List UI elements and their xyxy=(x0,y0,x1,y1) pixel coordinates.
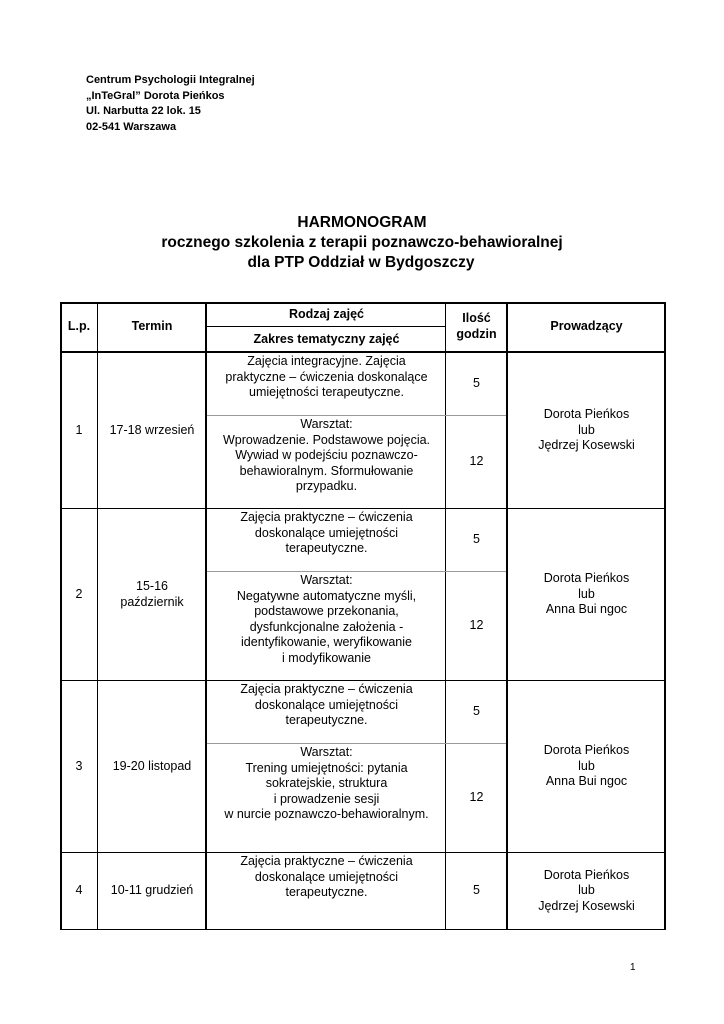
row4-termin: 10-11 grudzień xyxy=(110,883,194,898)
row4-lp: 4 xyxy=(75,883,83,898)
row3-hours1: 5 xyxy=(473,704,480,719)
header-zakres: Zakres tematyczny zajęć xyxy=(253,331,400,346)
row1-prowadzacy: Dorota Pieńkos lub Jędrzej Kosewski xyxy=(538,407,635,453)
header-ilosc xyxy=(446,302,507,352)
row2-lp: 2 xyxy=(75,586,83,601)
title-line-2: rocznego szkolenia z terapii poznawczo-behawioralnej xyxy=(161,234,563,251)
row2-session2: Warsztat: Negatywne automatyczne myśli, podstawowe przekonania, dysfunkcjonalne założenia - identyfikowanie, weryfikowanie i modyfikowanie xyxy=(236,573,417,665)
row3-lp: 3 xyxy=(75,758,83,773)
org-name: Centrum Psychologii Integralnej xyxy=(86,74,255,86)
title-line-1: HARMONOGRAM xyxy=(297,214,427,231)
header-prowadzacy: Prowadzący xyxy=(550,319,623,334)
row2-termin: 15-16 październik xyxy=(120,578,184,609)
row4-session1: Zajęcia praktyczne – ćwiczenia doskonalące umiejętności terapeutyczne. xyxy=(240,854,413,900)
row1-hours2: 12 xyxy=(469,454,484,469)
header-ilosc-line1: Ilość xyxy=(462,311,491,326)
address-block xyxy=(86,73,255,135)
row1-hours1: 5 xyxy=(473,376,480,391)
title-line-3: dla PTP Oddział w Bydgoszczy xyxy=(247,254,475,271)
header-rodzaj: Rodzaj zajęć xyxy=(288,306,365,321)
org-city: 02-541 Warszawa xyxy=(86,120,177,133)
row4-hours1: 5 xyxy=(473,883,480,898)
header-ilosc-line2: godzin xyxy=(456,327,497,341)
row1-session1: Zajęcia integracyjne. Zajęcia praktyczne – ćwiczenia doskonalące umiejętności terapeutyczne. xyxy=(225,354,428,400)
org-street: Ul. Narbutta 22 lok. 15 xyxy=(86,105,201,117)
row1-lp: 1 xyxy=(75,422,83,437)
header-termin: Termin xyxy=(131,319,173,334)
row3-session2: Warsztat: Trening umiejętności: pytania sokratejskie, struktura i prowadzenie sesji w nurcie poznawczo-behawioralnym. xyxy=(224,745,429,822)
row4-prowadzacy: Dorota Pieńkos lub Jędrzej Kosewski xyxy=(538,867,635,913)
row3-termin: 19-20 listopad xyxy=(112,758,192,773)
row2-hours1: 5 xyxy=(473,532,480,547)
page-number: 1 xyxy=(630,962,636,973)
header-lp: L.p. xyxy=(67,319,91,334)
row1-termin: 17-18 wrzesień xyxy=(109,422,195,437)
row1-session2: Warsztat: Wprowadzenie. Podstawowe pojęcia. Wywiad w podejściu poznawczo- behawioralnym. Sformułowanie przypadku. xyxy=(222,417,431,494)
schedule-table xyxy=(60,302,666,930)
row3-prowadzacy: Dorota Pieńkos lub Anna Bui ngoc xyxy=(543,743,630,789)
org-owner: „InTeGral” Dorota Pieńkos xyxy=(86,89,225,102)
row2-session1: Zajęcia praktyczne – ćwiczenia doskonalące umiejętności terapeutyczne. xyxy=(240,510,413,556)
row3-session1: Zajęcia praktyczne – ćwiczenia doskonalące umiejętności terapeutyczne. xyxy=(240,682,413,728)
row2-prowadzacy: Dorota Pieńkos lub Anna Bui ngoc xyxy=(543,571,630,617)
document-title xyxy=(0,213,724,273)
row3-hours2: 12 xyxy=(469,790,484,805)
row2-hours2: 12 xyxy=(469,618,484,633)
